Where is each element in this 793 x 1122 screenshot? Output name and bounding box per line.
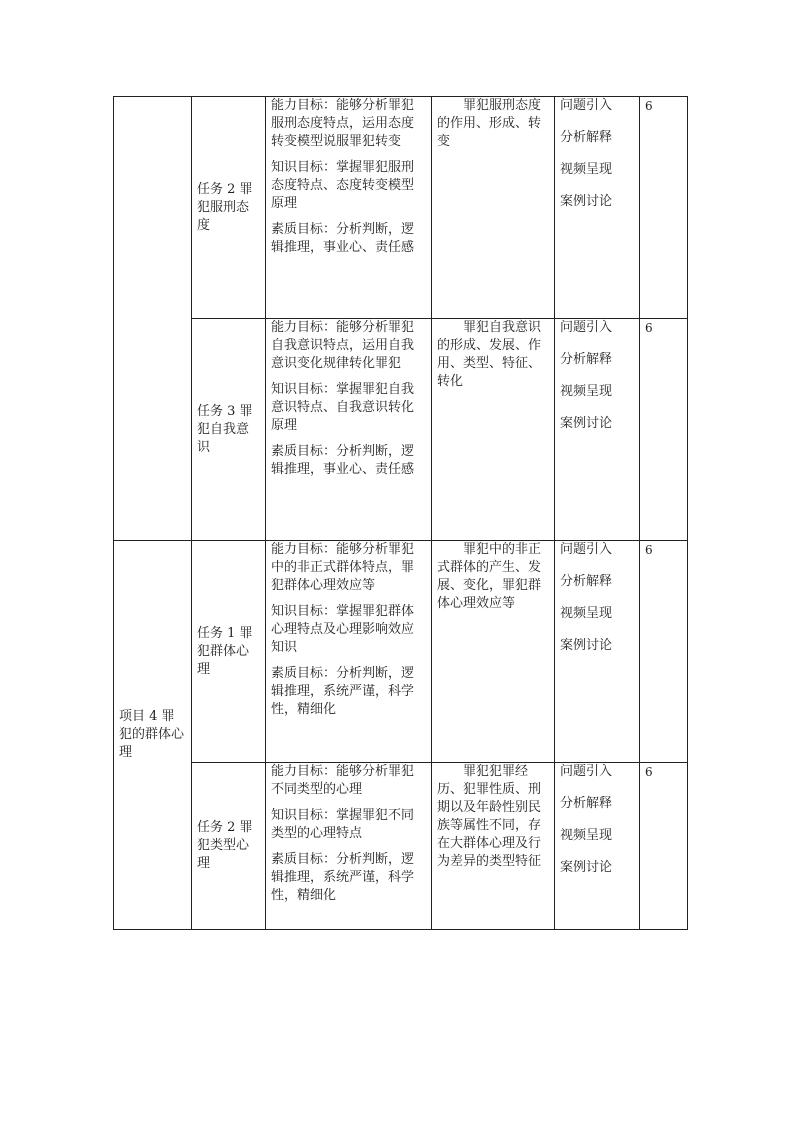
ability-goal: 能力目标：能够分析罪犯服刑态度特点，运用态度转变模型说服罪犯转变 xyxy=(271,98,415,149)
quality-goal: 素质目标：分析判断，逻辑推理，系统严谨，科学性，精细化 xyxy=(271,852,415,903)
task-name: 任务 1 罪犯群体心理 xyxy=(197,625,253,677)
knowledge-goal: 知识目标：掌握罪犯服刑态度特点、态度转变模型原理 xyxy=(271,160,415,211)
content-text: 罪犯中的非正式群体的产生、发展、变化，罪犯群体心理效应等 xyxy=(437,542,542,611)
method-item: 视频呈现 xyxy=(560,162,613,177)
method-item: 分析解释 xyxy=(560,574,613,589)
content-text: 罪犯自我意识的形成、发展、作用、类型、特征、转化 xyxy=(437,320,542,389)
goals-cell xyxy=(266,763,432,930)
table-row xyxy=(114,763,688,930)
method-item: 问题引入 xyxy=(560,764,613,779)
task-name: 任务 3 罪犯自我意识 xyxy=(197,403,253,455)
task-cell xyxy=(192,541,266,763)
table-row xyxy=(114,319,688,541)
goals-cell xyxy=(266,319,432,541)
content-cell xyxy=(432,97,555,319)
method-item: 问题引入 xyxy=(560,320,613,335)
ability-goal: 能力目标：能够分析罪犯不同类型的心理 xyxy=(271,764,415,797)
hours-value: 6 xyxy=(645,765,653,779)
task-cell xyxy=(192,97,266,319)
hours-value: 6 xyxy=(645,543,653,557)
knowledge-goal: 知识目标：掌握罪犯群体心理特点及心理影响效应知识 xyxy=(271,604,415,655)
hours-cell xyxy=(640,541,688,763)
method-item: 问题引入 xyxy=(560,98,613,113)
project-cell xyxy=(114,97,192,541)
method-item: 视频呈现 xyxy=(560,384,613,399)
method-item: 案例讨论 xyxy=(560,638,613,653)
method-item: 分析解释 xyxy=(560,352,613,367)
content-cell xyxy=(432,763,555,930)
project-cell xyxy=(114,541,192,930)
hours-value: 6 xyxy=(645,99,653,113)
task-name: 任务 2 罪犯服刑态度 xyxy=(197,181,253,233)
content-cell xyxy=(432,541,555,763)
quality-goal: 素质目标：分析判断，逻辑推理，系统严谨，科学性，精细化 xyxy=(271,666,415,717)
project-name: 项目 4 罪犯的群体心理 xyxy=(119,709,185,760)
course-table xyxy=(113,96,688,930)
goals-cell xyxy=(266,541,432,763)
method-item: 问题引入 xyxy=(560,542,613,557)
content-text: 罪犯犯罪经历、犯罪性质、刑期以及年龄性别民族等属性不同，存在大群体心理及行为差异的类型特征 xyxy=(437,764,542,869)
task-cell xyxy=(192,763,266,930)
table-row xyxy=(114,97,688,319)
method-item: 视频呈现 xyxy=(560,828,613,843)
methods-cell xyxy=(555,319,640,541)
method-item: 案例讨论 xyxy=(560,860,613,875)
methods-cell xyxy=(555,763,640,930)
method-item: 案例讨论 xyxy=(560,416,613,431)
quality-goal: 素质目标：分析判断，逻辑推理，事业心、责任感 xyxy=(271,444,415,477)
ability-goal: 能力目标：能够分析罪犯中的非正式群体特点，罪犯群体心理效应等 xyxy=(271,542,415,593)
methods-cell xyxy=(555,97,640,319)
content-text: 罪犯服刑态度的作用、形成、转变 xyxy=(437,98,542,149)
hours-cell xyxy=(640,319,688,541)
knowledge-goal: 知识目标：掌握罪犯不同类型的心理特点 xyxy=(271,808,415,841)
method-item: 分析解释 xyxy=(560,796,613,811)
goals-cell xyxy=(266,97,432,319)
methods-cell xyxy=(555,541,640,763)
method-item: 分析解释 xyxy=(560,130,613,145)
task-name: 任务 2 罪犯类型心理 xyxy=(197,820,253,871)
task-cell xyxy=(192,319,266,541)
method-item: 案例讨论 xyxy=(560,194,613,209)
hours-value: 6 xyxy=(645,321,653,335)
hours-cell xyxy=(640,763,688,930)
ability-goal: 能力目标：能够分析罪犯自我意识特点，运用自我意识变化规律转化罪犯 xyxy=(271,320,415,371)
table-row xyxy=(114,541,688,763)
method-item: 视频呈现 xyxy=(560,606,613,621)
hours-cell xyxy=(640,97,688,319)
knowledge-goal: 知识目标：掌握罪犯自我意识特点、自我意识转化原理 xyxy=(271,382,415,433)
content-cell xyxy=(432,319,555,541)
quality-goal: 素质目标：分析判断，逻辑推理，事业心、责任感 xyxy=(271,222,415,255)
